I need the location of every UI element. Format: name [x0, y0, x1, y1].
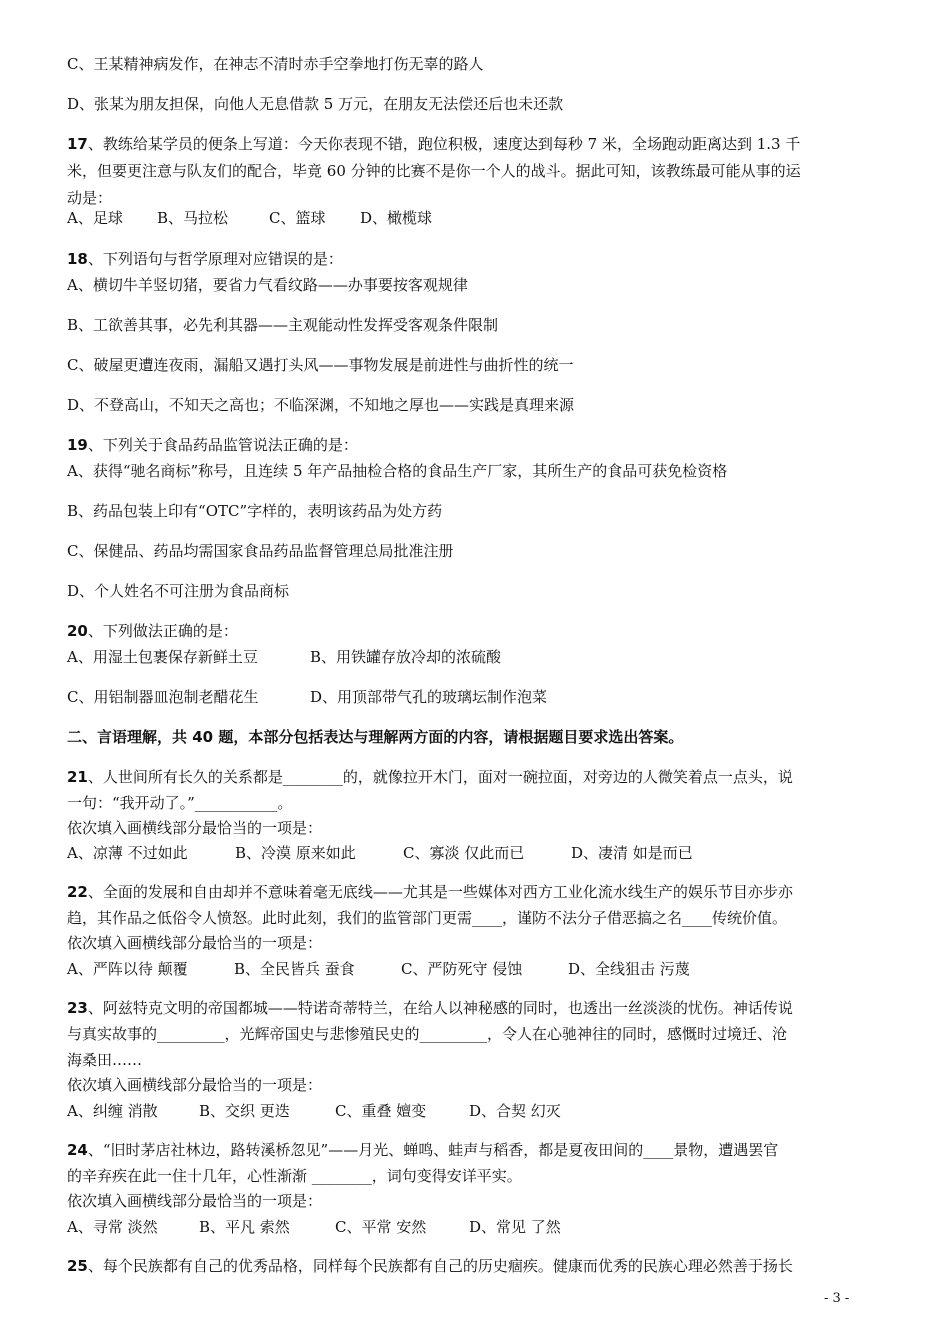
- q17-stem-line2: 米，但要更注意与队友们的配合，毕竟 60 分钟的比赛不是你一个人的战斗。据此可知，该教练最可能从事的运: [67, 162, 801, 180]
- q19-option-c: C、保健品、药品均需国家食品药品监督管理总局批准注册: [67, 542, 454, 560]
- q24-stem-text1: 、“旧时茅店社林边，路转溪桥忽见”——月光、蝉鸣、蛙声与稻香，都是夏夜田间的____景物，遭遇罢官: [87, 1141, 779, 1159]
- q19-option-b: B、药品包装上印有“OTC”字样的，表明该药品为处方药: [67, 502, 443, 520]
- q20-options-row2: [67, 686, 547, 708]
- q22-option-d: D、全线狙击 污蔑: [568, 960, 690, 978]
- q16-option-c: C、王某精神病发作，在神志不清时赤手空拳地打伤无辜的路人: [67, 55, 484, 73]
- q17-stem-text1: 、教练给某学员的便条上写道：今天你表现不错，跑位积极，速度达到每秒 7 米，全场跑动距离达到 1.3 千: [87, 135, 801, 153]
- q25-stem-line1: [67, 1255, 793, 1277]
- q20-option-d: D、用顶部带气孔的玻璃坛制作泡菜: [310, 688, 548, 706]
- q24-prompt: 依次填入画横线部分最恰当的一项是：: [67, 1192, 323, 1210]
- q21-option-a: A、凉薄 不过如此: [67, 844, 188, 862]
- q19-stem-text: 、下列关于食品药品监管说法正确的是：: [87, 436, 358, 454]
- q21-option-c: C、寡淡 仅此而已: [403, 844, 525, 862]
- q19-number: 19: [67, 436, 88, 454]
- q21-option-b: B、冷漠 原来如此: [235, 844, 356, 862]
- q18-option-a: A、横切牛羊竖切猪，要省力气看纹路——办事要按客观规律: [67, 276, 468, 294]
- q20-stem-text: 、下列做法正确的是：: [87, 622, 238, 640]
- q19-option-a: A、获得“驰名商标”称号，且连续 5 年产品抽检合格的食品生产厂家，其所生产的食品可获免检资格: [67, 462, 728, 480]
- q21-option-d: D、凄清 如是而已: [571, 844, 693, 862]
- page-number: - 3 -: [824, 1291, 850, 1306]
- q23-stem-text1: 、阿兹特克文明的帝国都城——特诺奇蒂特兰，在给人以神秘感的同时，也透出一丝淡淡的忧伤。神话传说: [87, 999, 793, 1017]
- q21-stem-line2: 一句：“我开动了。”___________。: [67, 794, 293, 812]
- q24-stem-line2: 的辛弃疾在此一住十几年，心性渐渐 ________，词句变得安详平实。: [67, 1167, 522, 1185]
- section-heading-verbal: 二、言语理解，共 40 题，本部分包括表达与理解两方面的内容，请根据题目要求选出答案。: [67, 728, 684, 746]
- q18-stem-text: 、下列语句与哲学原理对应错误的是：: [87, 250, 343, 268]
- q22-option-c: C、严防死守 侵蚀: [401, 960, 523, 978]
- q23-stem-line3: 海桑田……: [67, 1051, 143, 1069]
- q20-option-b: B、用铁罐存放冷却的浓硫酸: [310, 648, 502, 666]
- q24-option-b: B、平凡 索然: [199, 1218, 290, 1236]
- q20-option-a: A、用湿土包裹保存新鲜土豆: [67, 648, 258, 666]
- q19-stem: [67, 434, 358, 456]
- q20-stem: [67, 620, 238, 642]
- q23-stem-line2: 与真实故事的_________，光辉帝国史与悲惨殖民史的_________，令人在心驰神往的同时，感慨时过境迁、沧: [67, 1025, 788, 1043]
- q25-number: 25: [67, 1257, 88, 1275]
- q21-stem-text1: 、人世间所有长久的关系都是________的，就像拉开木门，面对一碗拉面，对旁边的人微笑着点一点头，说: [87, 768, 793, 786]
- q22-stem-line2: 趋，其作品之低俗令人愤怒。此时此刻，我们的监管部门更需____，谨防不法分子借恶搞之名____传统价值。: [67, 909, 788, 927]
- q24-options: [67, 1216, 561, 1238]
- q16-option-d: D、张某为朋友担保，向他人无息借款 5 万元，在朋友无法偿还后也未还款: [67, 95, 564, 113]
- q18-option-b: B、工欲善其事，必先利其器——主观能动性发挥受客观条件限制: [67, 316, 499, 334]
- q22-prompt: 依次填入画横线部分最恰当的一项是：: [67, 934, 323, 952]
- q23-options: [67, 1100, 561, 1122]
- q24-option-d: D、常见 了然: [469, 1218, 561, 1236]
- q21-prompt: 依次填入画横线部分最恰当的一项是：: [67, 819, 323, 837]
- q22-number: 22: [67, 883, 88, 901]
- q21-number: 21: [67, 768, 88, 786]
- q23-option-a: A、纠缠 消散: [67, 1102, 158, 1120]
- q23-prompt: 依次填入画横线部分最恰当的一项是：: [67, 1076, 323, 1094]
- q22-option-b: B、全民皆兵 蚕食: [234, 960, 355, 978]
- q18-option-d: D、不登高山，不知天之高也；不临深渊，不知地之厚也——实践是真理来源: [67, 396, 575, 414]
- q18-stem: [67, 248, 343, 270]
- q17-number: 17: [67, 135, 88, 153]
- q19-option-d: D、个人姓名不可注册为食品商标: [67, 582, 290, 600]
- q17-options: [67, 207, 432, 229]
- q21-stem-line1: [67, 766, 793, 788]
- q22-option-a: A、严阵以待 颠覆: [67, 960, 188, 978]
- q23-option-d: D、合契 幻灭: [469, 1102, 561, 1120]
- q20-number: 20: [67, 622, 88, 640]
- q18-number: 18: [67, 250, 88, 268]
- q18-option-c: C、破屋更遭连夜雨，漏船又遇打头风——事物发展是前进性与曲折性的统一: [67, 356, 574, 374]
- q17-option-a: A、足球: [67, 209, 123, 227]
- q23-option-b: B、交织 更迭: [199, 1102, 290, 1120]
- q22-stem-text1: 、全面的发展和自由却并不意味着毫无底线——尤其是一些媒体对西方工业化流水线生产的娱乐节目亦步亦: [87, 883, 793, 901]
- q24-option-a: A、寻常 淡然: [67, 1218, 158, 1236]
- q17-option-b: B、马拉松: [157, 209, 229, 227]
- q23-stem-line1: [67, 997, 793, 1019]
- q17-stem-line1: [67, 133, 800, 155]
- q24-number: 24: [67, 1141, 88, 1159]
- q22-stem-line1: [67, 881, 793, 903]
- q25-stem-text1: 、每个民族都有自己的优秀品格，同样每个民族都有自己的历史痼疾。健康而优秀的民族心理必然善于扬长: [87, 1257, 793, 1275]
- q22-options: [67, 958, 690, 980]
- q24-option-c: C、平常 安然: [335, 1218, 427, 1236]
- q23-number: 23: [67, 999, 88, 1017]
- q17-option-c: C、篮球: [269, 209, 326, 227]
- q17-stem-line3: 动是：: [67, 189, 113, 207]
- q21-options: [67, 842, 693, 864]
- q23-option-c: C、重叠 嬗变: [335, 1102, 427, 1120]
- q20-options-row1: [67, 646, 501, 668]
- q17-option-d: D、橄榄球: [360, 209, 433, 227]
- q24-stem-line1: [67, 1139, 778, 1161]
- q20-option-c: C、用铝制器皿泡制老醋花生: [67, 688, 259, 706]
